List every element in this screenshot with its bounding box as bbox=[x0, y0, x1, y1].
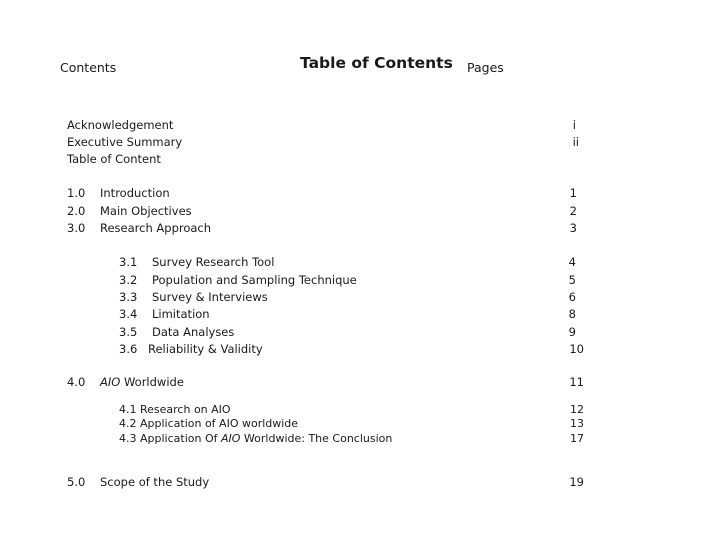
toc-entry-executive-summary: Executive Summary bbox=[67, 135, 183, 149]
page-number: 4 bbox=[568, 255, 576, 269]
page-number: 11 bbox=[569, 375, 584, 389]
page-number: 6 bbox=[568, 290, 576, 304]
conclusion-pre: 4.3 Application Of bbox=[119, 432, 221, 445]
aio-worldwide-rest: Worldwide bbox=[120, 375, 184, 389]
subsection-number: 3.6 bbox=[119, 342, 138, 356]
pages-label: Pages bbox=[467, 60, 504, 75]
aio-italic: AIO bbox=[100, 375, 121, 389]
page-number: i bbox=[572, 118, 576, 132]
toc-entry-introduction: Introduction bbox=[100, 186, 170, 200]
toc-entry-scope-of-study: Scope of the Study bbox=[100, 475, 210, 489]
subsection-number: 3.1 bbox=[119, 255, 138, 269]
toc-entry-research-approach: Research Approach bbox=[100, 221, 212, 235]
chapter-number: 2.0 bbox=[67, 204, 86, 218]
subsection-number: 3.4 bbox=[119, 307, 138, 321]
page-number: 9 bbox=[568, 325, 576, 339]
toc-entry-application-aio: 4.2 Application of AIO worldwide bbox=[119, 417, 299, 430]
chapter-number: 4.0 bbox=[67, 375, 86, 389]
page-number: 1 bbox=[569, 186, 577, 200]
toc-entry-table-of-content: Table of Content bbox=[67, 152, 161, 166]
page-title: Table of Contents bbox=[300, 54, 453, 72]
toc-entry-application-conclusion bbox=[119, 432, 392, 447]
toc-entry-acknowledgement: Acknowledgement bbox=[67, 118, 174, 132]
page-number: ii bbox=[572, 135, 579, 149]
toc-entry-research-on-aio: 4.1 Research on AIO bbox=[119, 403, 231, 416]
page-number: 10 bbox=[569, 342, 584, 356]
toc-entry-reliability-validity: Reliability & Validity bbox=[148, 342, 263, 356]
page-number: 17 bbox=[570, 432, 584, 445]
toc-entry-survey-research-tool: Survey Research Tool bbox=[152, 255, 275, 269]
toc-entry-data-analyses: Data Analyses bbox=[152, 325, 235, 339]
toc-entry-main-objectives: Main Objectives bbox=[100, 204, 192, 218]
subsection-number: 3.5 bbox=[119, 325, 138, 339]
toc-entry-population-sampling: Population and Sampling Technique bbox=[152, 273, 357, 287]
conclusion-post: Worldwide: The Conclusion bbox=[240, 432, 393, 445]
toc-entry-limitation: Limitation bbox=[152, 307, 210, 321]
chapter-number: 3.0 bbox=[67, 221, 86, 235]
toc-entry-aio-worldwide bbox=[100, 375, 184, 389]
page-number: 2 bbox=[569, 204, 577, 218]
conclusion-aio-italic: AIO bbox=[220, 432, 241, 445]
contents-label: Contents bbox=[60, 60, 117, 75]
subsection-number: 3.2 bbox=[119, 273, 138, 287]
chapter-number: 5.0 bbox=[67, 475, 86, 489]
page-number: 8 bbox=[568, 307, 576, 321]
page-number: 13 bbox=[570, 417, 584, 430]
page-number: 19 bbox=[569, 475, 584, 489]
page-number: 3 bbox=[569, 221, 577, 235]
page-number: 12 bbox=[570, 403, 584, 416]
subsection-number: 3.3 bbox=[119, 290, 138, 304]
toc-entry-survey-interviews: Survey & Interviews bbox=[152, 290, 268, 304]
chapter-number: 1.0 bbox=[67, 186, 86, 200]
page-number: 5 bbox=[568, 273, 576, 287]
